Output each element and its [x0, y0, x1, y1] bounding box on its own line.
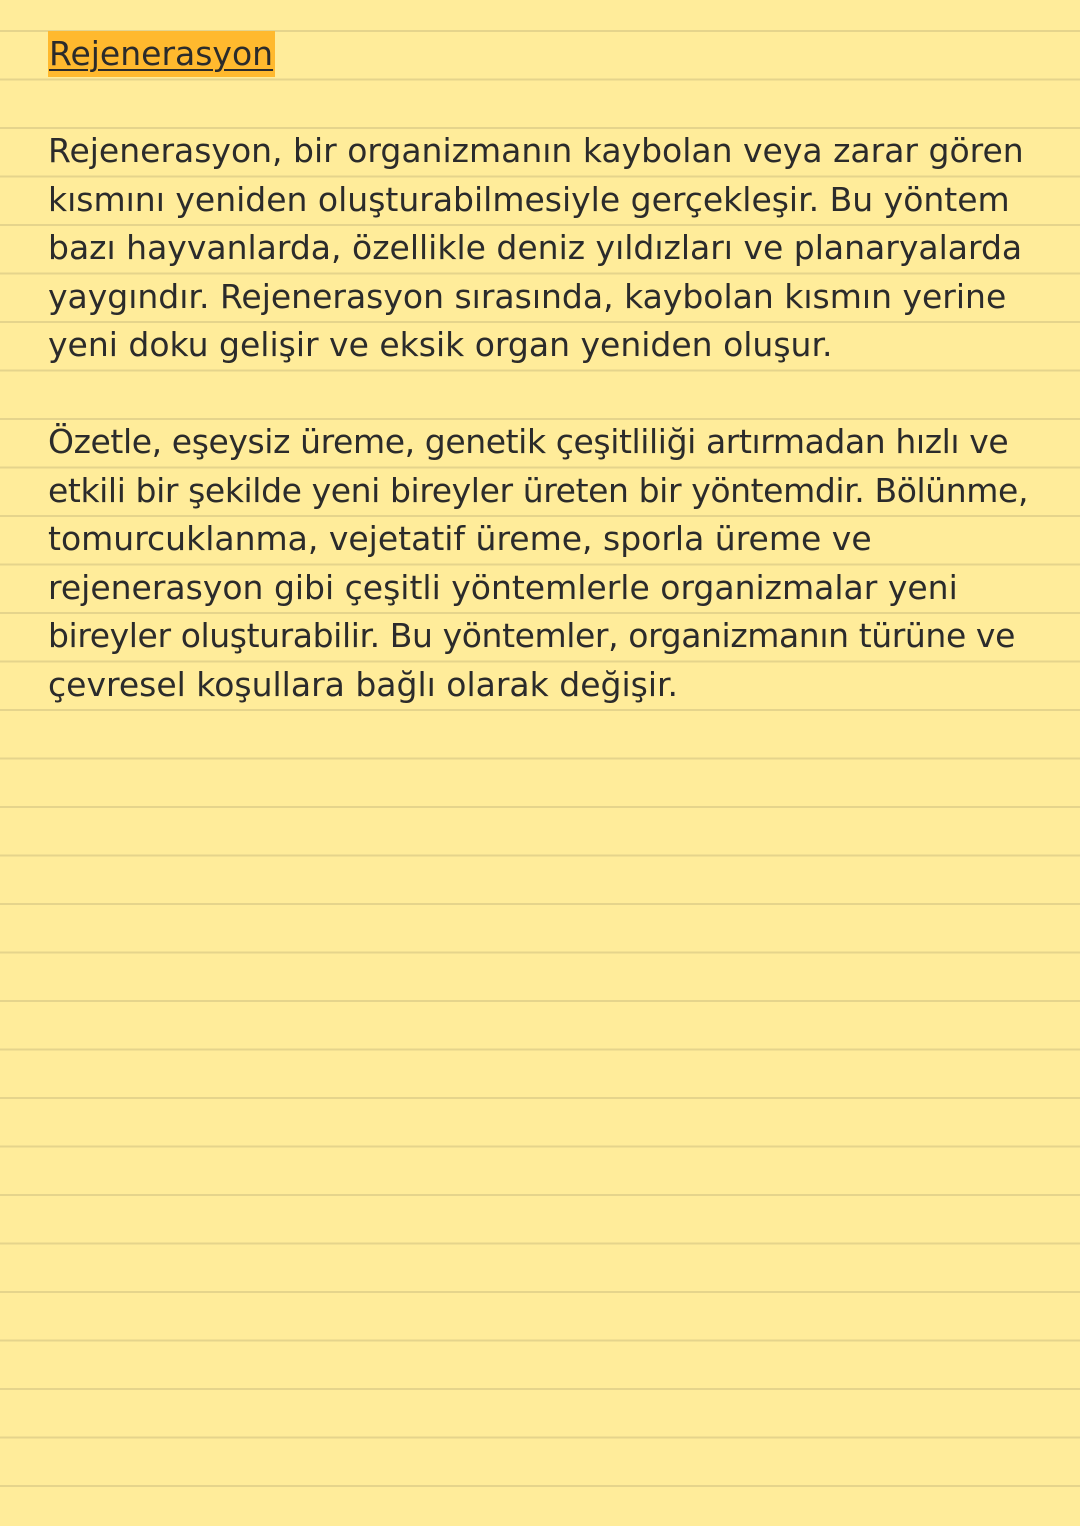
- page-title: Rejenerasyon: [48, 31, 275, 77]
- text-line: rejenerasyon gibi çeşitli yöntemlerle organizmalar yeni: [48, 567, 958, 607]
- text-line: Rejenerasyon, bir organizmanın kaybolan veya zarar gören: [48, 131, 1024, 170]
- text-line: tomurcuklanma, vejetatif üreme, sporla üreme ve: [48, 519, 872, 558]
- blank-line: [48, 370, 1028, 419]
- text-line: kısmını yeniden oluşturabilmesiyle gerçekleşir. Bu yöntem: [48, 179, 1010, 219]
- text-line: Özetle, eşeysiz üreme, genetik çeşitliliği artırmadan hızlı ve: [48, 422, 1009, 461]
- text-line: çevresel koşullara bağlı olarak değişir.: [48, 664, 679, 704]
- blank-line: [48, 79, 1028, 128]
- paragraph-summary: [48, 418, 1028, 709]
- text-line: yeni doku gelişir ve eksik organ yeniden oluşur.: [48, 325, 833, 364]
- note-content: [48, 30, 1028, 709]
- heading-row: [48, 30, 1028, 79]
- text-line: bazı hayvanlarda, özellikle deniz yıldızları ve planaryalarda: [48, 228, 1023, 267]
- text-line: bireyler oluşturabilir. Bu yöntemler, organizmanın türüne ve: [48, 616, 1015, 655]
- text-line: etkili bir şekilde yeni bireyler üreten bir yöntemdir. Bölünme,: [48, 470, 1029, 510]
- paragraph-regeneration: [48, 127, 1028, 370]
- text-line: yaygındır. Rejenerasyon sırasında, kaybolan kısmın yerine: [48, 276, 1007, 316]
